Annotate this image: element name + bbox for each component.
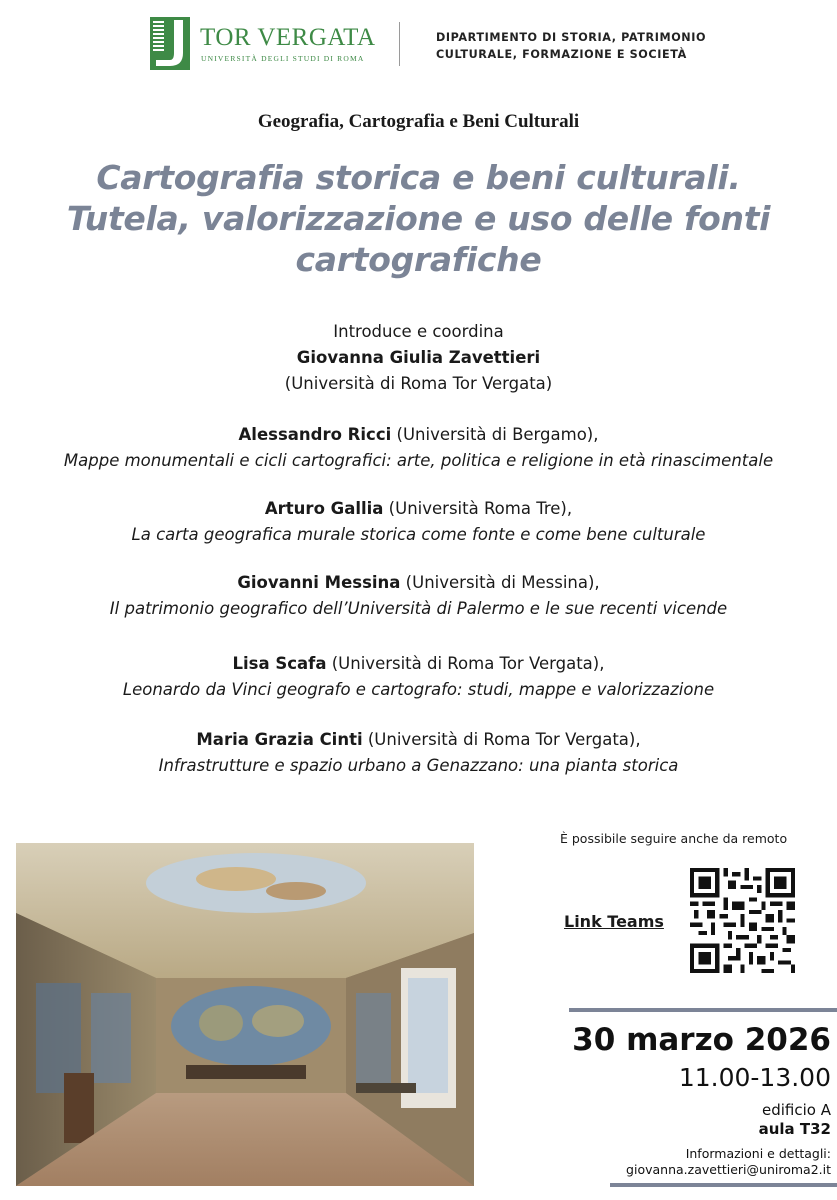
chair-block xyxy=(0,319,837,397)
speaker-line xyxy=(0,422,837,448)
speaker-entry xyxy=(0,422,837,474)
speaker-affiliation: (Università Roma Tre), xyxy=(383,499,573,518)
contact-label: Informazioni e dettagli: xyxy=(685,1146,831,1161)
event-room: aula T32 xyxy=(758,1120,831,1138)
speaker-line xyxy=(0,496,837,522)
chair-intro: Introduce e coordina xyxy=(333,322,504,341)
date-rule-top xyxy=(569,1008,837,1012)
speaker-name: Maria Grazia Cinti xyxy=(196,730,363,749)
event-time: 11.00-13.00 xyxy=(678,1063,831,1092)
contact-email[interactable]: giovanna.zavettieri@uniroma2.it xyxy=(626,1162,831,1177)
teams-link[interactable]: Link Teams xyxy=(564,912,664,931)
event-building: edificio A xyxy=(762,1101,831,1119)
talk-title: La carta geografica murale storica come fonte e come bene culturale xyxy=(131,525,706,544)
event-date: 30 marzo 2026 xyxy=(572,1022,831,1058)
speaker-affiliation: (Università di Bergamo), xyxy=(391,425,599,444)
speaker-line xyxy=(0,651,837,677)
header-divider xyxy=(399,22,400,66)
title-line-3: cartografiche xyxy=(295,240,542,279)
speaker-name: Giovanni Messina xyxy=(237,573,401,592)
speaker-entry xyxy=(0,727,837,779)
date-rule-bottom xyxy=(610,1183,837,1187)
speaker-affiliation: (Università di Messina), xyxy=(400,573,600,592)
talk-title: Il patrimonio geografico dell’Università di Palermo e le sue recenti vicende xyxy=(109,599,728,618)
talk-title: Mappe monumentali e cicli cartografici: arte, politica e religione in età rinascimentale xyxy=(63,451,774,470)
remote-note: È possibile seguire anche da remoto xyxy=(560,831,788,846)
chair-name: Giovanna Giulia Zavettieri xyxy=(296,348,541,367)
department-name xyxy=(436,29,706,63)
department-line-2: CULTURALE, FORMAZIONE E SOCIETÀ xyxy=(436,48,687,61)
speaker-name: Lisa Scafa xyxy=(232,654,327,673)
title-line-1: Cartografia storica e beni culturali. xyxy=(96,158,741,197)
department-line-1: DIPARTIMENTO DI STORIA, PATRIMONIO xyxy=(436,31,707,44)
university-subtitle: UNIVERSITÀ DEGLI STUDI DI ROMA xyxy=(201,54,365,63)
contact-info xyxy=(626,1146,831,1178)
qr-code-icon[interactable] xyxy=(690,868,795,973)
university-logo-icon xyxy=(150,17,190,70)
speaker-affiliation: (Università di Roma Tor Vergata), xyxy=(326,654,605,673)
section-title: Geografia, Cartografia e Beni Culturali xyxy=(257,111,580,132)
speaker-affiliation: (Università di Roma Tor Vergata), xyxy=(362,730,641,749)
speaker-name: Alessandro Ricci xyxy=(238,425,392,444)
speaker-line xyxy=(0,570,837,596)
speaker-name: Arturo Gallia xyxy=(264,499,384,518)
speaker-entry xyxy=(0,496,837,548)
title-line-2: Tutela, valorizzazione e uso delle fonti xyxy=(66,199,771,238)
speaker-entry xyxy=(0,651,837,703)
event-title xyxy=(40,157,797,280)
talk-title: Infrastrutture e spazio urbano a Genazzano: una pianta storica xyxy=(158,756,679,775)
university-name: TOR VERGATA xyxy=(200,24,376,51)
talk-title: Leonardo da Vinci geografo e cartografo: studi, mappe e valorizzazione xyxy=(122,680,715,699)
speaker-line xyxy=(0,727,837,753)
chair-affiliation: (Università di Roma Tor Vergata) xyxy=(284,374,553,393)
event-location xyxy=(759,1101,831,1139)
speaker-entry xyxy=(0,570,837,622)
map-hall-photo xyxy=(16,843,474,1186)
